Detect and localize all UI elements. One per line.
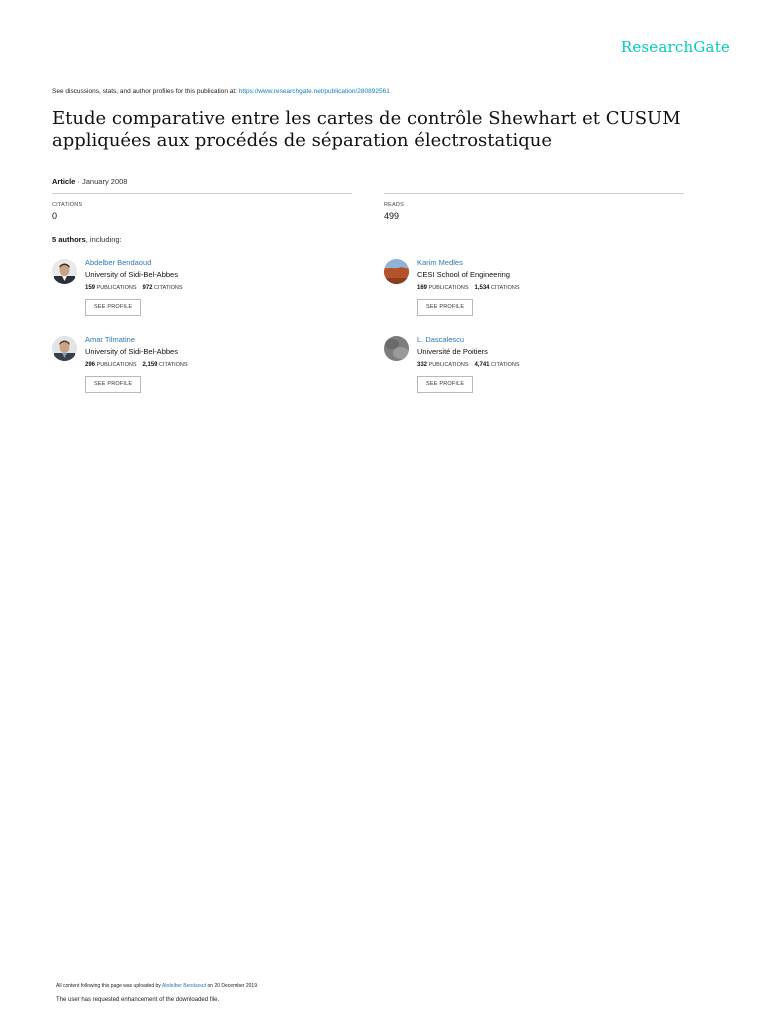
upload-suffix: on 20 December 2019. bbox=[206, 983, 259, 989]
author-card bbox=[384, 334, 664, 396]
author-card bbox=[384, 257, 664, 319]
reads-label: READS bbox=[384, 202, 404, 208]
person-photo-icon[interactable] bbox=[52, 259, 77, 284]
publication-link[interactable]: https://www.researchgate.net/publication/280892561 bbox=[238, 88, 390, 95]
author-citations: 2,159 bbox=[142, 362, 158, 368]
article-meta bbox=[52, 177, 127, 186]
author-stats bbox=[85, 358, 188, 372]
upload-note bbox=[56, 983, 258, 989]
reads-stat bbox=[384, 193, 684, 221]
author-stats bbox=[417, 281, 520, 295]
citations-label: CITATIONS bbox=[491, 285, 520, 291]
uploader-link[interactable]: Abdelber Bendaoud bbox=[161, 983, 207, 989]
author-card bbox=[52, 257, 332, 319]
author-citations: 972 bbox=[142, 285, 153, 291]
citations-stat bbox=[52, 193, 352, 221]
see-profile-button[interactable]: SEE PROFILE bbox=[85, 299, 141, 316]
upload-prefix: All content following this page was uploaded by bbox=[56, 983, 162, 989]
grey-photo-icon[interactable] bbox=[384, 336, 409, 361]
publications-label: PUBLICATIONS bbox=[96, 285, 137, 291]
authors-header bbox=[52, 235, 122, 244]
authors-count: 5 authors bbox=[52, 235, 86, 244]
author-citations: 1,534 bbox=[474, 285, 490, 291]
author-stats bbox=[85, 281, 183, 295]
article-type: Article bbox=[52, 177, 76, 186]
author-stats bbox=[417, 358, 520, 372]
citations-label: CITATIONS bbox=[159, 362, 188, 368]
author-institution: University of Sidi-Bel-Abbes bbox=[85, 347, 178, 356]
author-name[interactable]: Amar Tilmatine bbox=[85, 335, 136, 344]
publications-label: PUBLICATIONS bbox=[428, 362, 469, 368]
reads-value: 499 bbox=[384, 211, 400, 221]
author-publications: 159 bbox=[85, 285, 96, 291]
publications-label: PUBLICATIONS bbox=[428, 285, 469, 291]
authors-suffix: , including: bbox=[85, 235, 122, 244]
see-profile-button[interactable]: SEE PROFILE bbox=[417, 376, 473, 393]
discussion-prefix: See discussions, stats, and author profiles for this publication at: bbox=[52, 88, 239, 95]
divider bbox=[52, 193, 352, 194]
author-institution: Université de Poitiers bbox=[417, 347, 488, 356]
divider bbox=[384, 193, 684, 194]
enhancement-note: The user has requested enhancement of the downloaded file. bbox=[56, 997, 220, 1003]
see-profile-button[interactable]: SEE PROFILE bbox=[417, 299, 473, 316]
citations-label: CITATIONS bbox=[491, 362, 520, 368]
person-photo-icon[interactable] bbox=[52, 336, 77, 361]
publications-label: PUBLICATIONS bbox=[96, 362, 137, 368]
researchgate-logo[interactable]: ResearchGate bbox=[620, 38, 730, 56]
author-citations: 4,741 bbox=[474, 362, 490, 368]
author-publications: 296 bbox=[85, 362, 96, 368]
author-institution: University of Sidi-Bel-Abbes bbox=[85, 270, 178, 279]
citations-value: 0 bbox=[52, 211, 58, 221]
author-name[interactable]: L. Dascalescu bbox=[417, 335, 465, 344]
author-institution: CESI School of Engineering bbox=[417, 270, 510, 279]
author-publications: 332 bbox=[417, 362, 428, 368]
author-name[interactable]: Karim Medles bbox=[417, 258, 463, 267]
author-name[interactable]: Abdelber Bendaoud bbox=[85, 258, 152, 267]
citations-label: CITATIONS bbox=[154, 285, 183, 291]
author-publications: 169 bbox=[417, 285, 428, 291]
landscape-photo-icon[interactable] bbox=[384, 259, 409, 284]
citations-label: CITATIONS bbox=[52, 202, 83, 208]
publication-title: Etude comparative entre les cartes de contrôle Shewhart et CUSUM appliquées aux procédés de séparation électrostatique bbox=[52, 108, 681, 151]
article-date: · January 2008 bbox=[75, 177, 128, 186]
author-card bbox=[52, 334, 332, 396]
see-profile-button[interactable]: SEE PROFILE bbox=[85, 376, 141, 393]
discussion-line bbox=[52, 88, 390, 95]
